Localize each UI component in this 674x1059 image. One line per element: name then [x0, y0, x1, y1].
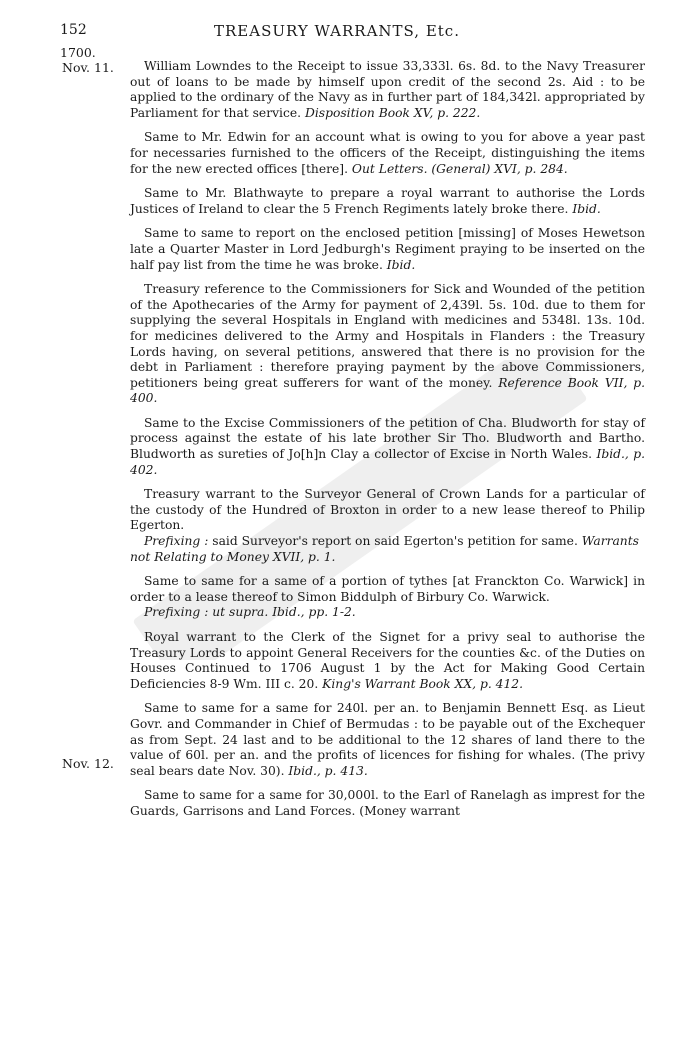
entry-7-prefixing: Prefixing : said Surveyor's report on said Egerton's petition for same. Warrants not Relating to Money XVII, p. 1. — [130, 534, 639, 564]
margin-year: 1700. — [60, 45, 96, 60]
entry-8: Same to same for a same of a portion of tythes [at Franckton Co. Warwick] in order to a lease thereof to Simon Biddulph of Birbury Co. Warwick. — [130, 574, 645, 604]
margin-date-nov-12: Nov. 12. — [62, 756, 114, 771]
entry-3: Same to Mr. Blathwayte to prepare a royal warrant to authorise the Lords Justices of Ireland to clear the 5 French Regiments lately broke there. Ibid. — [130, 186, 645, 216]
entry-1: William Lowndes to the Receipt to issue 33,333l. 6s. 8d. to the Navy Treasurer out of loans to be made by himself upon credit of the second 2s. Aid : to be applied to the ordinary of the Navy as in further part of 184,342l. appropriated by Parliament for that service. Disposition Book XV, p. 222. — [130, 59, 645, 120]
entry-10: Same to same for a same for 240l. per an. to Benjamin Bennett Esq. as Lieut Govr. and Commander in Chief of Bermudas : to be payable out of the Exchequer as from Sept. 24 last and to be additional to the 12 shares of land there to the value of 60l. per an. and the profits of licences for fishing for whales. (The privy seal bears date Nov. 30). Ibid., p. 413. — [130, 701, 645, 778]
entry-7: Treasury warrant to the Surveyor General of Crown Lands for a particular of the custody of the Hundred of Broxton in order to a new lease thereof to Philip Egerton. — [130, 487, 645, 533]
entry-2: Same to Mr. Edwin for an account what is owing to you for above a year past for necessaries furnished to the officers of the Receipt, distinguishing the items for the new erected offices [there]. Out Letters. (General) XVI, p. 284. — [130, 130, 645, 176]
entry-5: Treasury reference to the Commissioners for Sick and Wounded of the petition of the Apothecaries of the Army for payment of 2,439l. 5s. 10d. due to them for supplying the several Hospitals in England with medicines and 5348l. 13s. 10d. for medicines delivered to the Army and Hospitals in Flanders : the Treasury Lords having, on several petitions, answered that there is no provision for the debt in Parliament : therefore praying payment by the above Commissioners, petitioners being great sufferers for want of the money. Reference Book VII, p. 400. — [130, 282, 645, 406]
running-title: TREASURY WARRANTS, Etc. — [214, 22, 460, 40]
page-header — [40, 22, 634, 42]
entry-8-prefixing: Prefixing : ut supra. Ibid., pp. 1-2. — [144, 605, 356, 620]
entry-6: Same to the Excise Commissioners of the petition of Cha. Bludworth for stay of process against the estate of his late brother Sir Tho. Bludworth and Bartho. Bludworth as sureties of Jo[h]n Clay a collector of Excise in North Wales. Ibid., p. 402. — [130, 415, 645, 477]
entries-column — [130, 59, 645, 829]
page-number: 152 — [60, 22, 87, 38]
entry-9: Royal warrant to the Clerk of the Signet for a privy seal to authorise the Treasury Lords to appoint General Receivers for the counties &c. of the Duties on Houses Continued to 1706 August 1 by the Act for Making Good Certain Deficiencies 8-9 Wm. III c. 20. King's Warrant Book XX, p. 412. — [130, 630, 645, 691]
entry-4: Same to same to report on the enclosed petition [missing] of Moses Hewetson late a Quarter Master in Lord Jedburgh's Regiment praying to be inserted on the half pay list from the time he was broke. Ibid. — [130, 226, 645, 272]
entry-11: Same to same for a same for 30,000l. to the Earl of Ranelagh as imprest for the Guards, Garrisons and Land Forces. (Money warrant — [130, 788, 645, 818]
margin-date-nov-11: Nov. 11. — [62, 60, 114, 75]
